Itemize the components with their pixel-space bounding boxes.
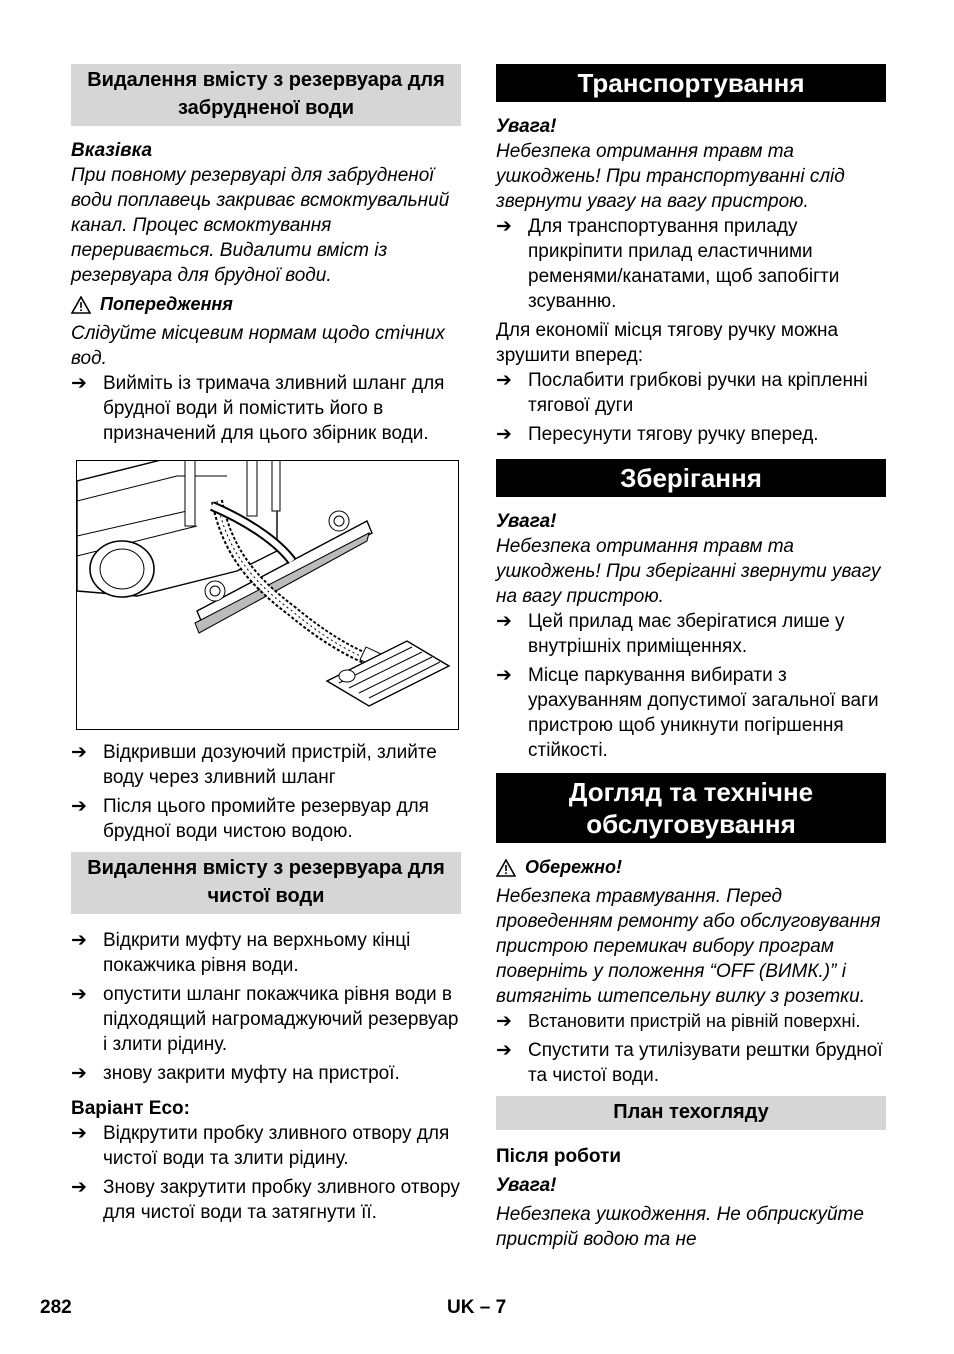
list-item: ➔ Відкривши дозуючий пристрій, злийте воду через зливний шланг [71,742,437,788]
section-title-maintenance-plan: План техогляду [496,1096,886,1130]
section-title-clean-water: Видалення вмісту з резервуара для чистої води [71,852,461,914]
arrow-right-icon: ➔ [71,742,87,763]
arrow-right-icon: ➔ [496,424,512,445]
list-item: ➔ Вийміть із тримача зливний шланг для брудної води й помістить його в призначений для цього збірник води. [71,373,445,444]
warning-triangle-icon [71,296,91,314]
attention-label: Увага! [496,511,557,532]
arrow-right-icon: ➔ [71,984,87,1005]
arrow-right-icon: ➔ [496,370,512,391]
list-item: ➔ Відкрутити пробку зливного отвору для чистої води та злити рідину. [71,1123,450,1169]
attention-text: Небезпека отримання травм та ушкоджень! При транспортуванні слід звернути увагу на вагу пристрою. [496,141,845,212]
arrow-right-icon: ➔ [71,796,87,817]
arrow-right-icon: ➔ [496,1040,512,1061]
arrow-right-icon: ➔ [496,216,512,237]
caution-text: Небезпека травмування. Перед проведенням ремонту або обслуговування пристрою перемикач вибору програм поверніть у положення “OFF (ВИМК.)” і витягніть штепсельну вилку з розетки. [496,886,881,1007]
arrow-right-icon: ➔ [496,665,512,686]
warning-text: Слідуйте місцевим нормам щодо стічних вод. [71,323,445,369]
list-item: ➔ Місце паркування вибирати з урахуванням допустимої загальної ваги пристрою щоб уникнути погіршення стійкості. [496,665,879,761]
arrow-right-icon: ➔ [71,930,87,951]
warning-label: Попередження [100,294,233,314]
attention-label: Увага! [496,1175,557,1196]
section-title-storage: Зберігання [496,459,886,497]
language-page-label: UK – 7 [447,1297,507,1318]
page-number: 282 [40,1297,72,1318]
warning-triangle-icon [496,859,516,877]
arrow-right-icon: ➔ [496,1011,512,1032]
left-column [71,64,461,1225]
section-title-care-maintenance: Догляд та технічне обслуговування [496,773,886,843]
list-item: ➔ Знову закрутити пробку зливного отвору для чистої води та затягнути її. [71,1177,460,1223]
transport-paragraph: Для економії місця тягову ручку можна зрушити вперед: [496,320,839,366]
list-item: ➔ опустити шланг покажчика рівня води в підходящий нагромаджуючий резервуар і злити рідину. [71,984,459,1055]
section-title-transport: Транспортування [496,64,886,102]
list-item: ➔ Відкрити муфту на верхньому кінці покажчика рівня води. [71,930,411,976]
list-item: ➔ Для транспортування приладу прикріпити прилад еластичними ременями/канатами, щоб запобігти зсуванню. [496,216,840,312]
arrow-right-icon: ➔ [496,611,512,632]
eco-variant-label: Варіант Eco: [71,1098,190,1119]
after-work-label: Після роботи [496,1146,622,1167]
arrow-right-icon: ➔ [71,1063,87,1084]
arrow-right-icon: ➔ [71,1177,87,1198]
warning-heading [71,292,461,317]
list-item: ➔ Цей прилад має зберігатися лише у внутрішніх приміщеннях. [496,611,845,657]
caution-heading [496,855,886,880]
list-item: ➔ Встановити пристрій на рівній поверхні. [496,1011,861,1032]
list-item: ➔ Після цього промийте резервуар для брудної води чистою водою. [71,796,429,842]
attention-text: Небезпека ушкодження. Не обприскуйте пристрій водою та не [496,1204,864,1250]
caution-label: Обережно! [525,857,623,877]
drain-hose-illustration [76,460,459,730]
list-item: ➔ Пересунути тягову ручку вперед. [496,424,819,445]
note-label: Вказівка [71,140,153,161]
note-text: При повному резервуарі для забрудненої води поплавець закриває всмоктувальний канал. Процес всмоктування переривається. Видалити вміст із резервуара для брудної води. [71,165,450,286]
arrow-right-icon: ➔ [71,1123,87,1144]
attention-label: Увага! [496,116,557,137]
section-title-dirty-water: Видалення вмісту з резервуара для забрудненої води [71,64,461,126]
arrow-right-icon: ➔ [71,373,87,394]
list-item: ➔ Послабити грибкові ручки на кріпленні тягової дуги [496,370,868,416]
list-item: ➔ знову закрити муфту на пристрої. [71,1063,400,1084]
list-item: ➔ Спустити та утилізувати рештки брудної та чистої води. [496,1040,883,1086]
attention-text: Небезпека отримання травм та ушкоджень! При зберіганні звернути увагу на вагу пристрою. [496,536,881,607]
right-column [496,64,886,1252]
